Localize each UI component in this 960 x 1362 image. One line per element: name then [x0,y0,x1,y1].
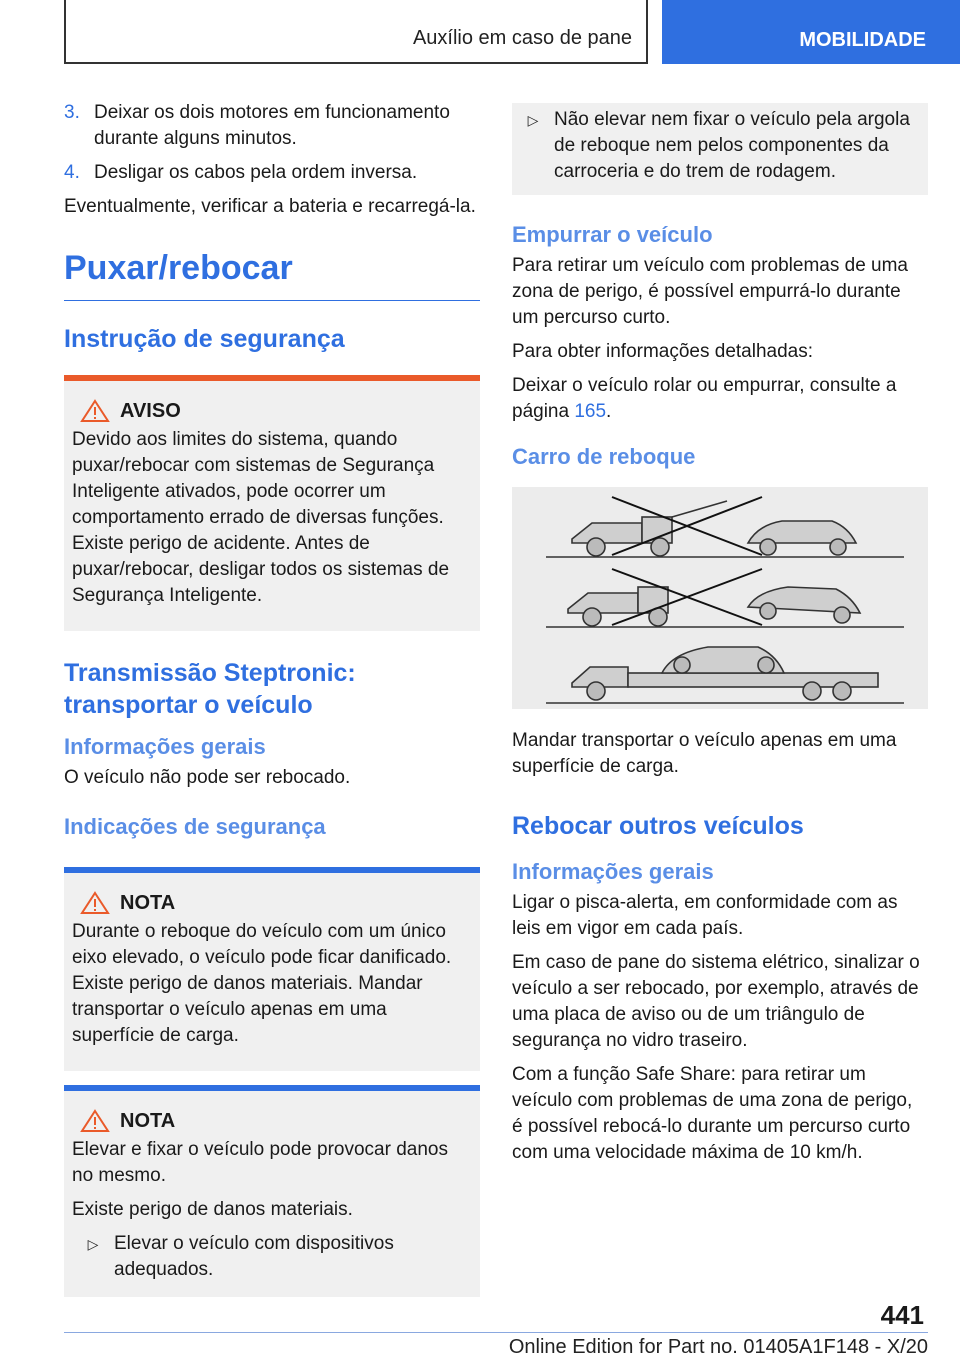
note-text: Elevar e fixar o veículo pode provocar danos no mesmo. [72,1139,448,1186]
warning-title: AVISO [120,399,181,422]
chapter-title: MOBILIDADE [799,29,926,51]
step-text: Deixar os dois motores em funcionamento durante alguns minutos. [94,102,450,149]
warning-title-row [80,399,472,423]
step-number: 3. [64,102,80,123]
warning-text: Devido aos limites do sistema, quando puxar/rebocar com sistemas de Segurança Inteligente ativados, pode ocorrer um comportamento errado de diversas funções. Existe perigo de acidente. Antes de puxar/rebocar, desligar todos os sistemas de Segurança Inteligente. [72,429,450,606]
step-4 [64,160,480,186]
triangle-right-icon: ▷ [527,112,539,128]
paragraph: Para obter informações detalhadas: [512,341,814,362]
subsection-heading: Carro de reboque [512,444,696,469]
section-heading: Transmissão Steptronic: transportar o veículo [64,659,356,719]
chapter-heading: Puxar/rebocar [64,246,480,301]
header-section-title [64,0,648,64]
note-box [64,867,480,1071]
paragraph: Em caso de pane do sistema elétrico, sinalizar o veículo a ser rebocado, por exemplo, através de uma placa de aviso ou de um triângulo de segurança no vidro traseiro. [512,952,920,1051]
subsection-heading: Indicações de segurança [64,814,326,839]
subsection-heading: Informações gerais [512,859,714,884]
header-chapter-tab [662,0,960,64]
note-title: NOTA [120,1109,176,1132]
warning-triangle-icon [80,399,110,423]
paragraph: Para retirar um veículo com problemas de uma zona de perigo, é possível empurrá-lo durante um percurso curto. [512,255,908,328]
section-title: Auxílio em caso de pane [412,27,632,49]
warning-box [64,375,480,631]
note-title: NOTA [120,891,176,914]
footer-edition: Online Edition for Part no. 01405A1F148 - X/20 [508,1336,928,1358]
section-heading: Instrução de segurança [64,325,345,353]
left-column [64,100,480,1297]
paragraph: Ligar o pisca-alerta, em conformidade com as leis em vigor em cada país. [512,892,898,939]
section-heading: Rebocar outros veículos [512,812,804,840]
bullet-text: Não elevar nem fixar o veículo pela argola de reboque nem pelos componentes da carroceria e do trem de rodagem. [554,109,910,182]
paragraph: Eventualmente, verificar a bateria e recarregá-la. [64,196,476,217]
note-text: Existe perigo de danos materiais. [72,1199,353,1220]
paragraph-with-link [512,373,928,425]
note-bullet [72,1231,472,1283]
right-column [512,103,928,1174]
warning-triangle-icon [80,1109,110,1133]
note-text: Durante o reboque do veículo com um único eixo elevado, o veículo pode ficar danificado. Existe perigo de danos materiais. Mandar transportar o veículo apenas em uma superfície de carga. [72,921,452,1046]
note-title-row [80,1109,472,1133]
text: . [606,401,612,422]
tow-truck-illustration [512,487,928,709]
step-3 [64,100,480,152]
step-number: 4. [64,162,80,183]
paragraph: O veículo não pode ser rebocado. [64,767,351,788]
bullet-text: Elevar o veículo com dispositivos adequados. [114,1233,394,1280]
footer-divider [64,1332,928,1333]
page-link[interactable]: 165 [574,401,607,422]
note-continuation [512,103,928,195]
note-title-row [80,891,472,915]
subsection-heading: Empurrar o veículo [512,222,713,247]
page-number: 441 [880,1300,924,1330]
step-text: Desligar os cabos pela ordem inversa. [94,162,418,183]
paragraph: Com a função Safe Share: para retirar um veículo com problemas de uma zona de perigo, é possível rebocá-lo durante um percurso curto com uma velocidade máxima de 10 km/h. [512,1064,913,1163]
note-box [64,1085,480,1297]
note-bullet [512,107,918,185]
text: Deixar o veículo rolar ou empurrar, consulte a página [512,375,897,422]
subsection-heading: Informações gerais [64,734,266,759]
warning-triangle-icon [80,891,110,915]
illustration-caption: Mandar transportar o veículo apenas em uma superfície de carga. [512,730,897,777]
triangle-right-icon: ▷ [87,1236,99,1252]
